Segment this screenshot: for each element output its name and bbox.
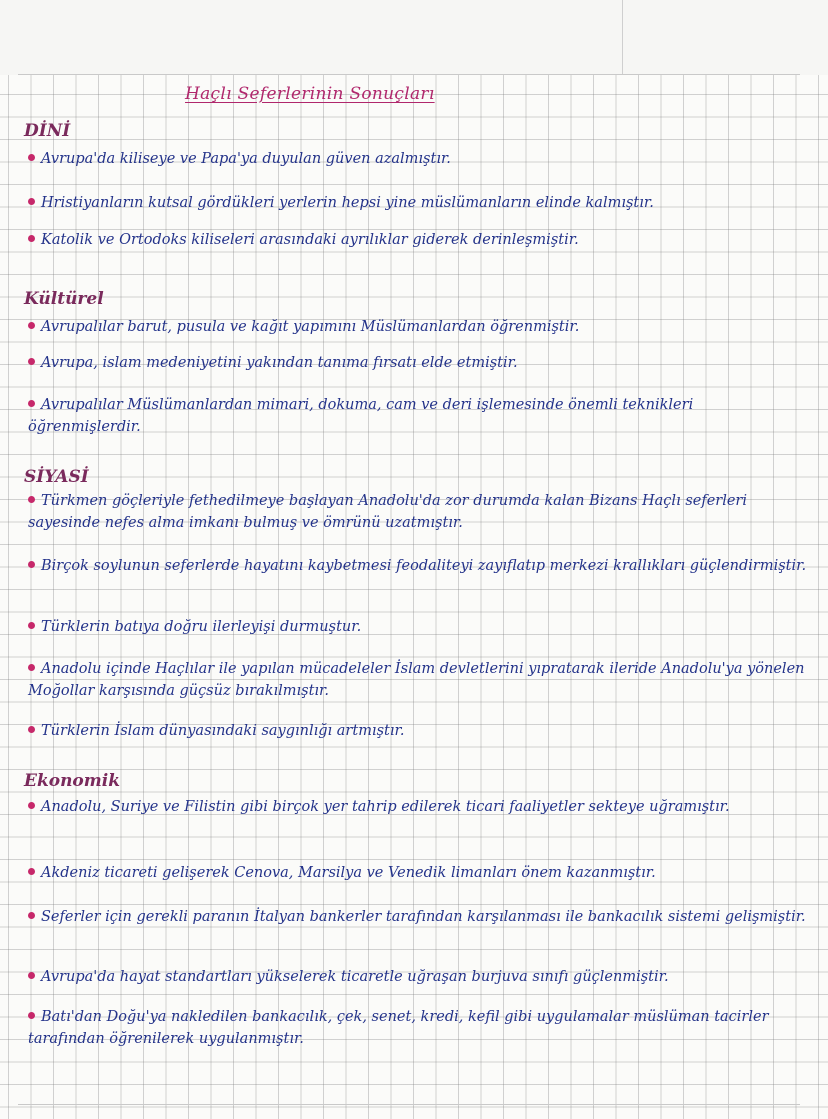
bullet-icon bbox=[28, 154, 35, 161]
margin-line bbox=[622, 0, 623, 75]
list-item: Hristiyanların kutsal gördükleri yerlerin hepsi yine müslümanların elinde kalmıştır. bbox=[28, 192, 808, 214]
bullet-icon bbox=[28, 664, 35, 671]
section-heading-ekonomik: Ekonomik bbox=[22, 770, 126, 792]
top-margin-band bbox=[0, 0, 828, 75]
list-item: Türkmen göçleriyle fethedilmeye başlayan Anadolu'da zor durumda kalan Bizans Haçlı seferleri sayesinde nefes alma imkanı bulmuş ve ömrünü uzatmıştır. bbox=[28, 493, 748, 531]
bullet-icon bbox=[28, 802, 35, 809]
bottom-rule bbox=[18, 1104, 800, 1105]
bullet-icon bbox=[28, 868, 35, 875]
list-item: Seferler için gerekli paranın İtalyan bankerler tarafından karşılanması ile bankacılık sistemi gelişmiştir. bbox=[28, 906, 808, 928]
list-item: Avrupa'da hayat standartları yükselerek ticaretle uğraşan burjuva sınıfı güçlenmiştir. bbox=[28, 966, 808, 988]
list-item: Birçok soylunun seferlerde hayatını kaybetmesi feodaliteyi zayıflatıp merkezi krallıkları güçlendirmiştir. bbox=[28, 555, 808, 577]
list-item: Avrupalılar barut, pusula ve kağıt yapımını Müslümanlardan öğrenmiştir. bbox=[28, 316, 808, 338]
bullet-icon bbox=[28, 235, 35, 242]
list-item: Batı'dan Doğu'ya nakledilen bankacılık, çek, senet, kredi, kefil gibi uygulamalar müslüman tacirler tarafından öğrenilerek uygulanmıştır. bbox=[28, 1009, 769, 1047]
bullet-icon bbox=[28, 972, 35, 979]
list-item: Anadolu, Suriye ve Filistin gibi birçok yer tahrip edilerek ticari faaliyetler sekteye uğramıştır. bbox=[28, 796, 808, 818]
section-heading-kulturel: Kültürel bbox=[22, 288, 110, 310]
bullet-icon bbox=[28, 198, 35, 205]
list-item: Akdeniz ticareti gelişerek Cenova, Marsilya ve Venedik limanları önem kazanmıştır. bbox=[28, 862, 808, 884]
list-item: Anadolu içinde Haçlılar ile yapılan mücadeleler İslam devletlerini yıpratarak ileride Anadolu'ya yönelen Moğollar karşısında güçsüz bırakılmıştır. bbox=[28, 661, 805, 699]
bullet-icon bbox=[28, 496, 35, 503]
list-item: Türklerin batıya doğru ilerleyişi durmuştur. bbox=[28, 616, 808, 638]
bullet-icon bbox=[28, 400, 35, 407]
bullet-icon bbox=[28, 561, 35, 568]
list-item: Türklerin İslam dünyasındaki saygınlığı artmıştır. bbox=[28, 720, 808, 742]
header-rule bbox=[18, 74, 800, 75]
bullet-icon bbox=[28, 322, 35, 329]
bullet-icon bbox=[28, 912, 35, 919]
bullet-icon bbox=[28, 358, 35, 365]
bullet-icon bbox=[28, 1012, 35, 1019]
list-item: Avrupa'da kiliseye ve Papa'ya duyulan güven azalmıştır. bbox=[28, 148, 808, 170]
list-item: Katolik ve Ortodoks kiliseleri arasındaki ayrılıklar giderek derinleşmiştir. bbox=[28, 229, 808, 251]
bullet-icon bbox=[28, 622, 35, 629]
section-heading-dini: DİNİ bbox=[22, 120, 76, 142]
page-title: Haçlı Seferlerinin Sonuçları bbox=[185, 84, 435, 104]
section-heading-siyasi: SİYASİ bbox=[22, 466, 95, 488]
list-item: Avrupa, islam medeniyetini yakından tanıma fırsatı elde etmiştir. bbox=[28, 352, 808, 374]
list-item: Avrupalılar Müslümanlardan mimari, dokuma, cam ve deri işlemesinde önemli teknikleri öğrenmişlerdir. bbox=[28, 397, 694, 435]
bullet-icon bbox=[28, 726, 35, 733]
